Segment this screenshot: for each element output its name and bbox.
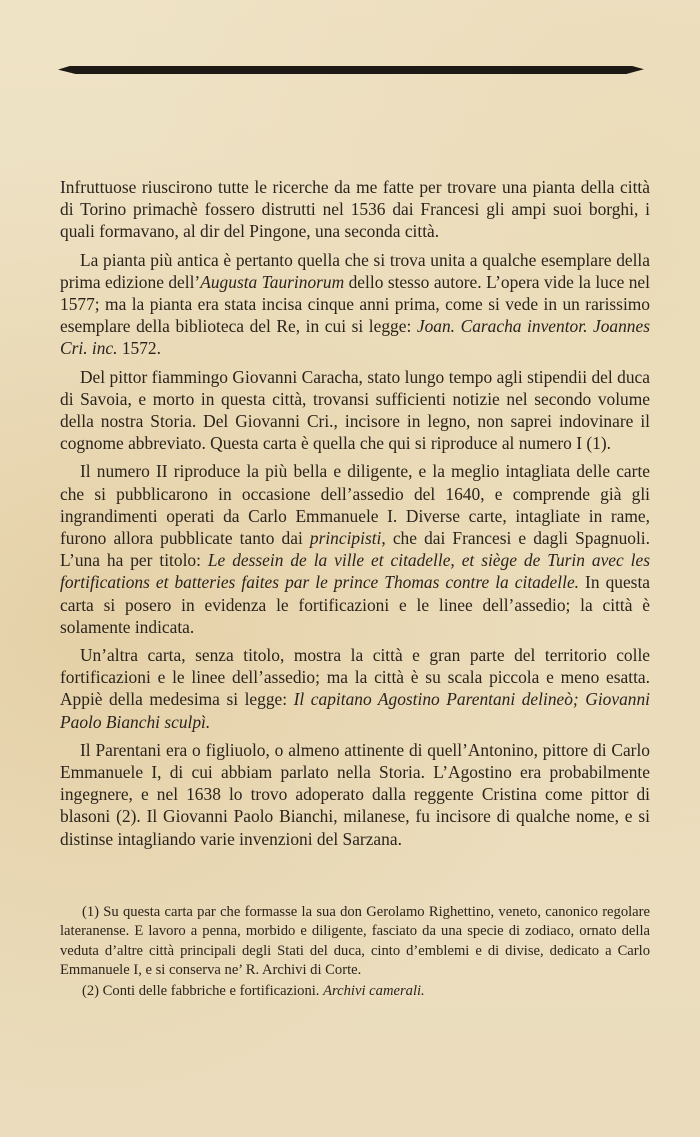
paragraph-2-text-e: 1572. [117,338,161,359]
footnote-2-text-a: (2) Conti delle fabbriche e fortificazioni. [82,983,324,1000]
paragraph-4-text-c: , che dai Francesi e dagli Spagnuoli. L’una ha per titolo: [60,528,650,571]
paragraph-2 [60,249,650,360]
term-principisti: principisti [309,528,382,549]
paragraph-4-text-e: In questa carta si posero in evidenza le fortificazioni e le linee dell’assedio; la città è solamente indicata. [60,572,650,637]
header-rule [58,66,644,74]
map-inscription: Joan. Caracha inventor. Joannes Cri. inc. [60,316,650,359]
paragraph-2-text-a: La pianta più antica è pertanto quella che si trova unita a qualche esemplare della prima edizione dell’ [60,249,650,292]
footnote-1 [60,903,650,980]
paragraph-6 [60,739,650,850]
paragraph-3-text: Del pittor fiammingo Giovanni Caracha, stato lungo tempo agli stipendii del duca di Savoia, e morto in questa città, trovansi sufficienti notizie nel secondo volume della nostra Storia. Del Giovanni Cri., incisore in legno, non saprei indovinare il cognome abbreviato. Questa carta è quella che qui si riproduce al numero I (1). [60,366,650,454]
paragraph-3 [60,366,650,455]
paragraph-1 [60,176,650,243]
paragraph-5 [60,644,650,733]
paragraph-4-text-a: Il numero II riproduce la più bella e diligente, e la meglio intagliata delle carte che si pubblicarono in occasione dell’assedio del 1640, e comprende già gli ingrandimenti operati da Carlo Emmanuele I. Diverse carte, intagliate in rame, furono allora pubblicate tanto dai [60,461,650,549]
archive-name: Archivi camerali. [323,983,425,1000]
paragraph-6-text: Il Parentani era o figliuolo, o almeno attinente di quell’Antonino, pittore di Carlo Emmanuele I, di cui abbiam parlato nella Storia. L’Agostino era probabilmente ingegnere, e nel 1638 lo trovo adoperato dalla reggente Cristina come pittor di blasoni (2). Il Giovanni Paolo Bianchi, milanese, fu incisore di qualche nome, e si distinse intagliando varie invenzioni del Sarzana. [60,739,650,849]
paragraph-2-text-c: dello stesso autore. L’opera vide la luce nel 1577; ma la pianta era stata incisa cinque anni prima, come si vede in un rarissimo esemplare della biblioteca del Re, in cui si legge: [60,271,650,337]
footnote-2 [60,982,650,1001]
footnotes [60,903,650,1003]
paragraph-4 [60,460,650,638]
book-title-augusta: Augusta Taurinorum [200,271,345,292]
map-title-french: Le dessein de la ville et citadelle, et siège de Turin avec les fortifications et batteries faites par le prince Thomas contre la citadelle. [60,550,650,593]
paragraph-5-text-a: Un’altra carta, senza titolo, mostra la città e gran parte del territorio colle fortificazioni e le linee dell’assedio; ma la città è su scala piccola e meno esatta. Appiè della medesima si legge: [60,645,650,710]
footnote-1-text: (1) Su questa carta par che formasse la sua don Gerolamo Righettino, veneto, canonico regolare lateranense. E lavoro a penna, morbido e diligente, fasciato da una specie di zodiaco, ornato della veduta d’altre città principali degli Stati del duca, cinto d’emblemi e di divise, dedicato a Carlo Emmanuele I, e si conserva ne’ R. Archivi di Corte. [60,904,650,978]
map-credit-inscription: Il capitano Agostino Parentani delineò; Giovanni Paolo Bianchi sculpì. [60,689,650,732]
paragraph-1-text: Infruttuose riuscirono tutte le ricerche da me fatte per trovare una pianta della città di Torino primachè fossero distrutti nel 1536 dai Francesi gli ampi suoi borghi, i quali formavano, al dir del Pingone, una seconda città. [60,177,650,242]
main-text [60,176,650,856]
